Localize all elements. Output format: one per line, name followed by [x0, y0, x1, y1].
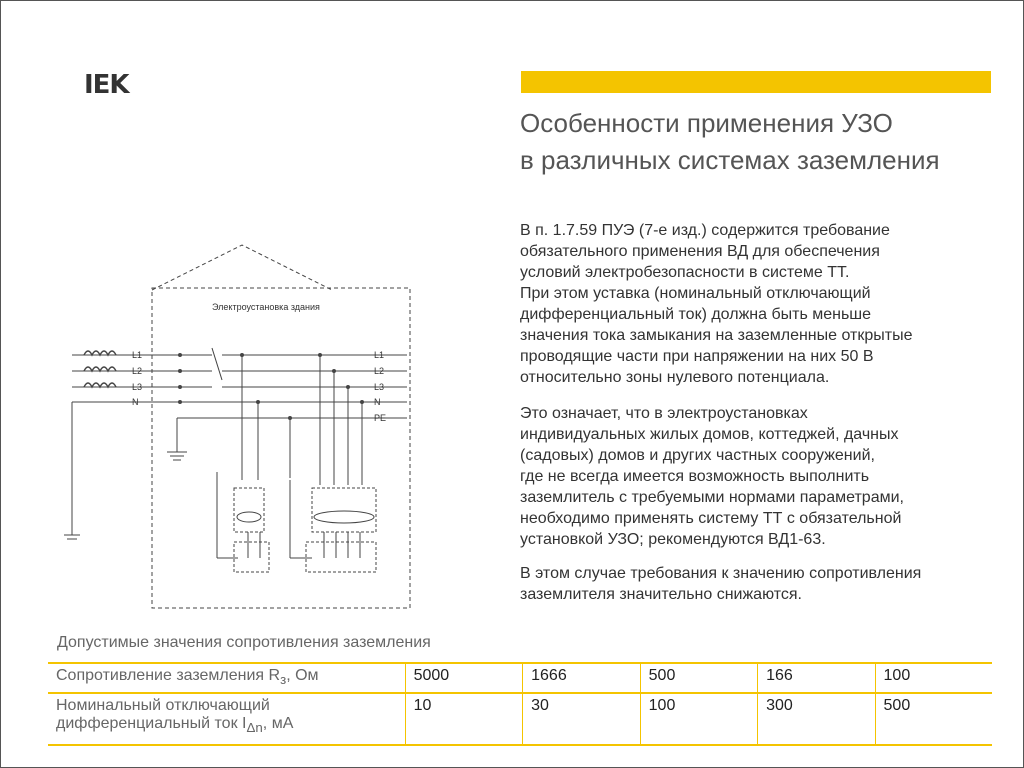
slide-title: [520, 105, 940, 179]
p1-line: обязательного применения ВД для обеспечения: [520, 243, 880, 260]
p3-line: В этом случае требования к значению сопротивления: [520, 565, 922, 582]
table-cell: 10: [405, 693, 523, 745]
paragraph-3: [520, 563, 990, 605]
p1-line: условий электробезопасности в системе ТТ.: [520, 264, 850, 281]
table-row: [48, 663, 992, 693]
row2-sub: Δn: [246, 720, 263, 736]
table-cell: 1666: [523, 663, 641, 693]
p2-line: Это означает, что в электроустановках: [520, 405, 808, 422]
row1-label: Сопротивление заземления R: [56, 667, 281, 684]
table-cell: 30: [523, 693, 641, 745]
table-cell: 166: [758, 663, 875, 693]
row2-unit: , мА: [262, 715, 294, 732]
table-row: [48, 693, 992, 745]
p2-line: заземлитель с требуемыми нормами параметрами,: [520, 489, 904, 506]
right-l1-label: L1: [374, 350, 385, 360]
title-line-2: в различных системах заземления: [520, 145, 940, 175]
row2-label: дифференциальный ток I: [56, 715, 247, 732]
row1-sub: з: [280, 672, 287, 688]
table-caption: Допустимые значения сопротивления заземления: [57, 634, 431, 651]
p2-line: установкой УЗО; рекомендуются ВД1-63.: [520, 531, 826, 548]
p1-line: дифференциальный ток) должна быть меньше: [520, 306, 872, 323]
roof-outline: [152, 245, 332, 290]
table-cell: 100: [640, 693, 757, 745]
p3-line: заземлителя значительно снижаются.: [520, 586, 802, 603]
row2-label-line1: Номинальный отключающий: [56, 697, 270, 714]
p1-line: При этом уставка (номинальный отключающий: [520, 285, 871, 302]
left-l1-label: L1: [132, 350, 143, 360]
p2-line: индивидуальных жилых домов, коттеджей, дачных: [520, 426, 899, 443]
wiring-diagram: [62, 240, 422, 615]
left-l2-label: L2: [132, 366, 143, 376]
p1-line: В п. 1.7.59 ПУЭ (7-е изд.) содержится требование: [520, 222, 890, 239]
paragraph-2: [520, 403, 990, 550]
table-cell: 5000: [405, 663, 523, 693]
paragraph-1: [520, 220, 990, 388]
resistance-table: [48, 662, 992, 746]
table-cell: 500: [875, 693, 992, 745]
iek-logo: IEK: [84, 70, 129, 100]
right-l2-label: L2: [374, 366, 385, 376]
p1-line: проводящие части при напряжении на них 50 В: [520, 348, 874, 365]
table-cell: 500: [640, 663, 757, 693]
left-n-label: N: [132, 397, 139, 407]
row1-unit: , Ом: [286, 667, 319, 684]
right-n-label: N: [374, 397, 381, 407]
building-label: Электроустановка здания: [212, 302, 320, 312]
building-outline: [152, 288, 410, 608]
accent-bar: [521, 71, 991, 93]
left-l3-label: L3: [132, 382, 143, 392]
title-line-1: Особенности применения УЗО: [520, 108, 893, 138]
p1-line: относительно зоны нулевого потенциала.: [520, 369, 830, 386]
p2-line: где не всегда имеется возможность выполнить: [520, 468, 870, 485]
right-l3-label: L3: [374, 382, 385, 392]
row2-header: [48, 693, 405, 745]
row1-header: [48, 663, 405, 693]
table-cell: 100: [875, 663, 992, 693]
p2-line: (садовых) домов и других частных сооружений,: [520, 447, 875, 464]
p1-line: значения тока замыкания на заземленные открытые: [520, 327, 913, 344]
table-cell: 300: [758, 693, 875, 745]
right-pe-label: PE: [374, 413, 387, 423]
p2-line: необходимо применять систему ТТ с обязательной: [520, 510, 902, 527]
